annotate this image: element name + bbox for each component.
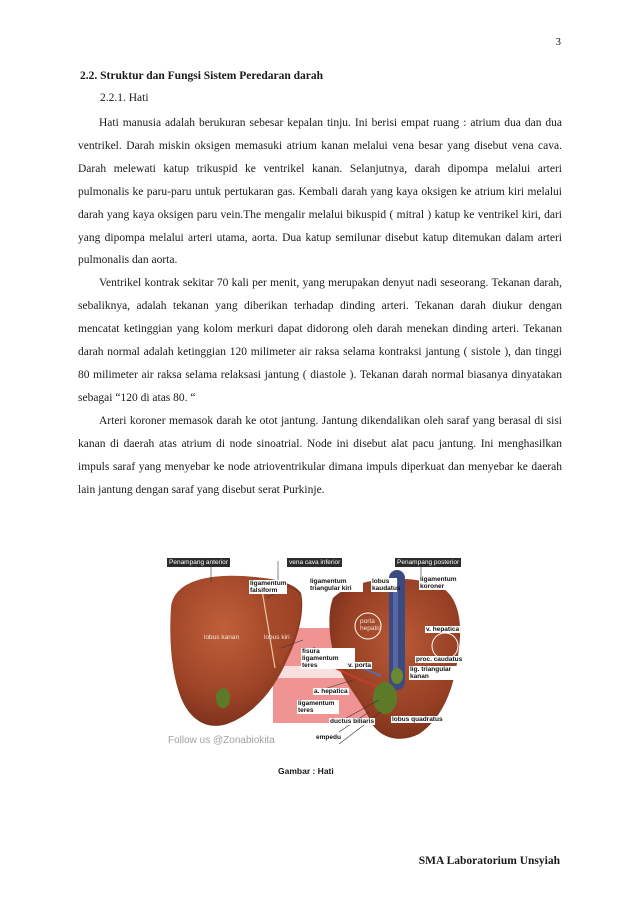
label-lig-triangular-kanan: lig. triangular kanan: [409, 666, 465, 680]
paragraph-2: Ventrikel kontrak sekitar 70 kali per menit, yang merupakan denyut nadi seseorang. Tekanan darah, sebaliknya, adalah tekanan yang diberikan terhadap dinding arteri. Tekanan darah diukur dengan mencatat ketinggian yang kolom merkuri dapat didorong oleh darah menekan dinding arteri. Tekanan darah normal adalah ketinggian 120 milimeter air raksa selama kontraksi jantung ( sistole ), dan tinggi 80 milimeter air raksa selama relaksasi jantung ( diastole ). Tekanan darah normal biasanya dinyatakan sebagai “120 di atas 80. “: [78, 277, 562, 404]
paragraph-3: Arteri koroner memasok darah ke otot jantung. Jantung dikendalikan oleh saraf yang berasal di sisi kanan di daerah atas atrium di node sinoatrial. Node ini disebut alat pacu jantung. Ini menghasilkan impuls saraf yang menyebar ke node atrioventrikular dimana impuls diperkuat dan menyebar ke daerah lain jantung dengan saraf yang disebut serat Purkinje.: [78, 414, 562, 496]
subsection-heading: 2.2.1. Hati: [100, 92, 149, 104]
section-heading: 2.2. Struktur dan Fungsi Sistem Peredaran darah: [80, 70, 324, 82]
label-penampang-anterior: Penampang anterior: [169, 559, 228, 566]
label-penampang-posterior: Penampang posterior: [397, 559, 460, 566]
label-lobus-kanan: lobus kanan: [204, 634, 240, 641]
vena-cava-highlight: [393, 578, 398, 678]
label-lobus-kiri: lobus kiri: [264, 634, 290, 641]
label-vena-cava-inferior: vena cava inferior: [289, 559, 341, 566]
liver-figure: [163, 548, 465, 758]
label-ligamentum-teres: ligamentum teres: [297, 700, 339, 714]
gallbladder-anterior: [216, 688, 230, 708]
document-body: [78, 70, 562, 501]
label-a-hepatica: a. hepatica: [314, 688, 348, 695]
label-porta-hepatis: porta hepatis: [360, 618, 381, 632]
label-ductus-biliaris: ductus biliaris: [330, 718, 375, 725]
page-number: 3: [555, 36, 561, 48]
page-footer: SMA Laboratorium Unsyiah: [418, 855, 560, 867]
label-empedu: empedu: [316, 734, 341, 741]
label-v-hepatica: v. hepatica: [426, 626, 460, 633]
label-fisura-ligamentum-teres: fisura ligamentum teres: [301, 648, 355, 669]
figure-caption: Gambar : Hati: [278, 766, 334, 776]
label-lobus-quadratus: lobus quadratus: [392, 716, 443, 723]
label-ligamentum-triangular-kiri: ligamentum triangular kiri: [309, 578, 363, 592]
paragraph-1: Hati manusia adalah berukuran sebesar kepalan tinju. Ini berisi empat ruang : atrium dua dan dua ventrikel. Darah miskin oksigen memasuki atrium kanan melalui vena besar yang disebut vena cava. Darah melewati katup trikuspid ke ventrikel kanan. Selanjutnya, darah dipompa melalui arteri pulmonalis ke paru-paru untuk pertukaran gas. Kembali darah yang kaya oksigen ke atrium kiri melalui darah yang kaya oksigen paru vein.The mengalir melalui bikuspid ( mitral ) katup ke ventrikel kiri, dari yang dipompa melalui arteri utama, aorta. Dua katup semilunar disebut katup ditemukan dalam arteri pulmonalis dan aorta.: [78, 117, 562, 267]
label-ligamentum-falsiform: ligamentum falsiform: [250, 580, 287, 594]
label-v-porta: v. porta: [348, 662, 371, 669]
gallbladder-posterior-top: [391, 668, 403, 684]
label-ligamentum-koroner: ligamentum koroner: [419, 576, 461, 590]
label-lobus-kaudatus: lobus kaudatus: [372, 578, 401, 592]
label-proc-caudatus: proc. caudatus: [416, 656, 463, 663]
figure-watermark: Follow us @Zonabiokita: [168, 735, 275, 746]
